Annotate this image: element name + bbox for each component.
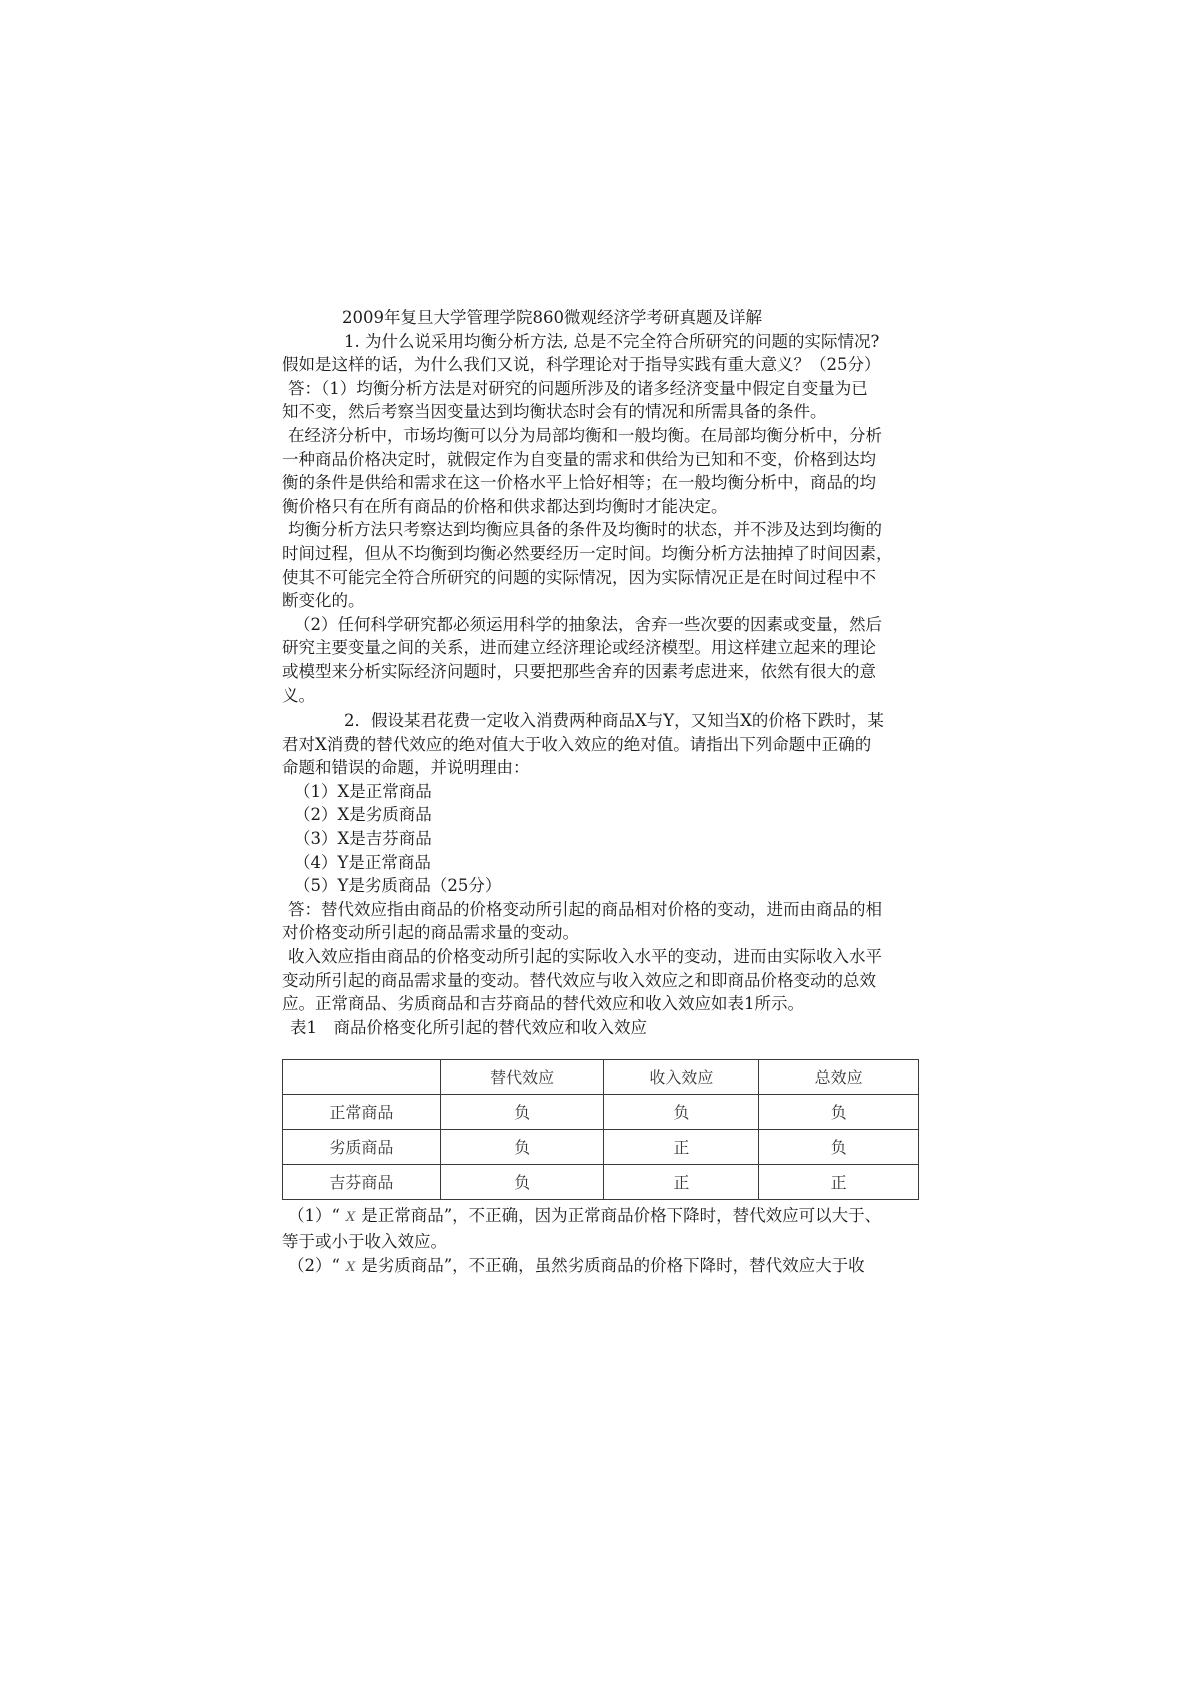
- table-row-label: 吉芬商品: [283, 1165, 441, 1200]
- question-1-line-2: 假如是这样的话，为什么我们又说，科学理论对于指导实践有重大意义？（25分）: [282, 355, 881, 375]
- table-header-cell: 替代效应: [440, 1060, 604, 1095]
- table-header-cell: 总效应: [759, 1060, 919, 1095]
- variable-x: X: [345, 1210, 356, 1226]
- table-caption: 表1 商品价格变化所引起的替代效应和收入效应: [290, 1017, 647, 1037]
- table-header-cell: 收入效应: [604, 1060, 759, 1095]
- table-header-cell: [283, 1060, 441, 1095]
- table-row: [283, 1130, 919, 1165]
- question-2-line-2: 君对X消费的替代效应的绝对值大于收入效应的绝对值。请指出下列命题中正确的: [282, 734, 872, 754]
- question-2-option-2: （2）X是劣质商品: [294, 805, 432, 825]
- answer-2-item-1-line-1: [282, 1204, 934, 1230]
- answer-2-para2-line-2: 变动所引起的商品需求量的变动。替代效应与收入效应之和即商品价格变动的总效: [282, 970, 876, 990]
- question-2-option-1: （1）X是正常商品: [294, 781, 432, 801]
- question-2-line-3: 命题和错误的命题，并说明理由：: [282, 758, 530, 778]
- question-2-line-1: 2．假设某君花费一定收入消费两种商品X与Y，又知当X的价格下跌时，某: [344, 711, 884, 731]
- table-cell: 负: [440, 1095, 604, 1130]
- answer-1-para2-line-2: 一种商品价格决定时，就假定作为自变量的需求和供给为已知和不变，价格到达均: [282, 449, 876, 469]
- answer-2-item-2-line-1: [282, 1254, 934, 1280]
- answer-2-para2-line-3: 应。正常商品、劣质商品和吉芬商品的替代效应和收入效应如表1所示。: [282, 994, 804, 1014]
- table-cell: 正: [604, 1130, 759, 1165]
- item-2-prefix: （2）“: [288, 1255, 340, 1275]
- answer-1-para4-line-1: （2）任何科学研究都必须运用科学的抽象法，舍弃一些次要的因素或变量，然后: [294, 614, 882, 634]
- effects-table-wrapper: [282, 1059, 934, 1200]
- question-1-line-1: 1. 为什么说采用均衡分析方法, 总是不完全符合所研究的问题的实际情况?: [344, 331, 880, 351]
- item-2-text: 是劣质商品”，不正确，虽然劣质商品的价格下降时，替代效应大于收: [361, 1255, 865, 1275]
- table-cell: 负: [759, 1095, 919, 1130]
- table-cell: 负: [759, 1130, 919, 1165]
- answer-1-para3-line-2: 时间过程，但从不均衡到均衡必然要经历一定时间。均衡分析方法抽掉了时间因素，: [282, 543, 893, 563]
- answer-1-line-1: 答：（1）均衡分析方法是对研究的问题所涉及的诸多经济变量中假定自变量为已: [288, 378, 868, 398]
- table-cell: 正: [759, 1165, 919, 1200]
- answer-1-para2-line-3: 衡的条件是供给和需求在这一价格水平上恰好相等；在一般均衡分析中，商品的均: [282, 473, 876, 493]
- table-header-row: [283, 1060, 919, 1095]
- item-1-text: 是正常商品”，不正确，因为正常商品价格下降时，替代效应可以大于、: [361, 1206, 882, 1226]
- table-row: [283, 1165, 919, 1200]
- answer-1-para2-line-1: 在经济分析中，市场均衡可以分为局部均衡和一般均衡。在局部均衡分析中，分析: [288, 425, 882, 445]
- answer-2-line-2: 对价格变动所引起的商品需求量的变动。: [282, 923, 579, 943]
- answer-1-para2-line-4: 衡价格只有在所有商品的价格和供求都达到均衡时才能决定。: [282, 496, 728, 516]
- table-cell: 负: [604, 1095, 759, 1130]
- question-2-option-3: （3）X是吉芬商品: [294, 829, 432, 849]
- effects-table: [282, 1059, 919, 1200]
- answer-2-para2-line-1: 收入效应指由商品的价格变动所引起的实际收入水平的变动，进而由实际收入水平: [288, 947, 882, 967]
- item-1-prefix: （1）“: [288, 1206, 340, 1226]
- answer-1-para3-line-3: 使其不可能完全符合所研究的问题的实际情况，因为实际情况正是在时间过程中不: [282, 567, 876, 587]
- table-row: [283, 1095, 919, 1130]
- table-cell: 负: [440, 1165, 604, 1200]
- table-row-label: 正常商品: [283, 1095, 441, 1130]
- table-cell: 正: [604, 1165, 759, 1200]
- answer-1-line-2: 知不变，然后考察当因变量达到均衡状态时会有的情况和所需具备的条件。: [282, 402, 827, 422]
- answer-2-item-1-line-2: 等于或小于收入效应。: [282, 1232, 447, 1251]
- question-2-option-5: （5）Y是劣质商品（25分）: [294, 876, 502, 896]
- table-cell: 负: [440, 1130, 604, 1165]
- document-body: [282, 306, 934, 1279]
- table-row-label: 劣质商品: [283, 1130, 441, 1165]
- question-2-option-4: （4）Y是正常商品: [294, 852, 431, 872]
- variable-x: X: [345, 1259, 356, 1275]
- document-title: 2009年复旦大学管理学院860微观经济学考研真题及详解: [342, 308, 762, 327]
- answer-1-para4-line-3: 或模型来分析实际经济问题时，只要把那些舍弃的因素考虑进来，依然有很大的意: [282, 661, 876, 681]
- answer-1-para4-line-4: 义。: [282, 685, 315, 705]
- answer-1-para3-line-4: 断变化的。: [282, 591, 365, 611]
- answer-1-para3-line-1: 均衡分析方法只考察达到均衡应具备的条件及均衡时的状态，并不涉及达到均衡的: [288, 520, 882, 540]
- answer-2-line-1: 答：替代效应指由商品的价格变动所引起的商品相对价格的变动，进而由商品的相: [288, 899, 882, 919]
- answer-1-para4-line-2: 研究主要变量之间的关系，进而建立经济理论或经济模型。用这样建立起来的理论: [282, 638, 876, 658]
